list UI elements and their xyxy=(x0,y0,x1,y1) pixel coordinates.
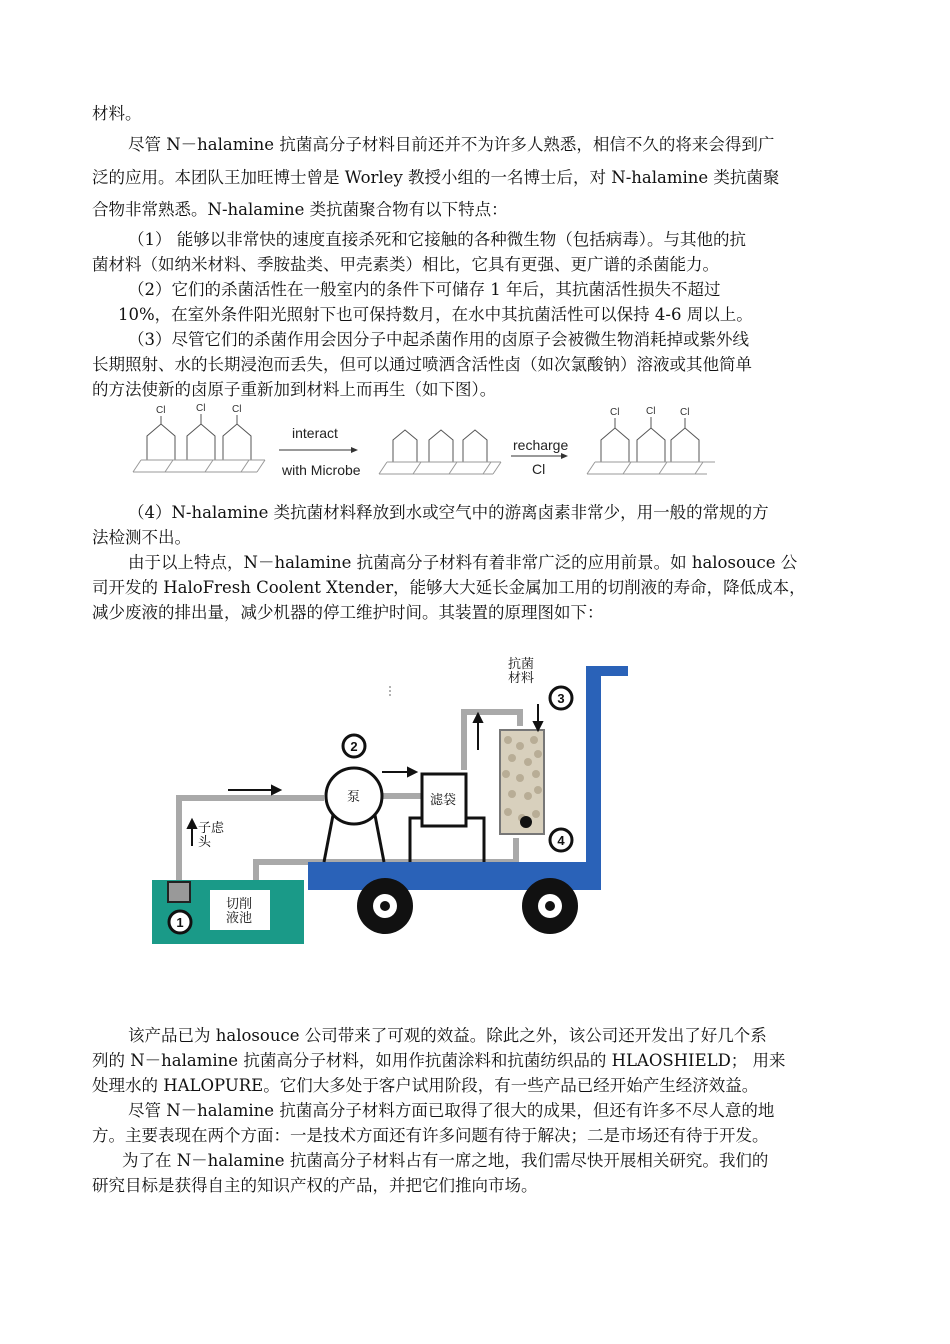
text-line: 减少废液的排出量，减少机器的停工维护时间。其装置的原理图如下： xyxy=(92,603,604,622)
text-line: 方。主要表现在两个方面：一是技术方面还有许多问题有待于解决；二是市场还有待于开发。 xyxy=(92,1126,769,1145)
text-line: 尽管 N－halamine 抗菌高分子材料方面已取得了很大的成果，但还有许多不尽人意的地 xyxy=(128,1101,775,1120)
filter-bag xyxy=(410,774,484,862)
marker-number: 1 xyxy=(176,915,184,930)
marker-number: 3 xyxy=(557,691,565,706)
text-line: （2）它们的杀菌活性在一般室内的条件下可储存 1 年后，其抗菌活性损失不超过 xyxy=(128,280,721,299)
paragraph-goals xyxy=(92,1148,862,1198)
wheel-icon xyxy=(522,878,578,934)
feature-point-3 xyxy=(92,327,862,402)
material-label: 抗菌 xyxy=(508,656,535,671)
text-line: 泛的应用。本团队王加旺博士曾是 Worley 教授小组的一名博士后，对 N-halamine 类抗菌聚 xyxy=(92,168,780,187)
arrow-label-top: recharge xyxy=(513,437,569,453)
device-schematic xyxy=(148,650,638,950)
text-line: 尽管 N－halamine 抗菌高分子材料目前还并不为许多人熟悉，相信不久的将来会得到广 xyxy=(128,135,775,154)
text-line: 列的 N－halamine 抗菌高分子材料，如用作抗菌涂料和抗菌纺织品的 HLAOSHIELD； 用来 xyxy=(92,1051,786,1070)
paragraph-challenges xyxy=(92,1098,862,1148)
strainer-label: 头 xyxy=(198,834,212,849)
strainer-label: 子虑 xyxy=(198,820,225,835)
text-line: 10%，在室外条件阳光照射下也可保持数月，在水中其抗菌活性可以保持 4-6 周以上。 xyxy=(118,305,753,324)
text-line: （4）N-halamine 类抗菌材料释放到水或空气中的游离卤素非常少，用一般的常规的方 xyxy=(128,503,769,522)
paragraph-products xyxy=(92,1023,862,1098)
text-line: 为了在 N－halamine 抗菌高分子材料占有一席之地，我们需尽快开展相关研究。我们的 xyxy=(122,1151,769,1170)
pump-label: 泵 xyxy=(347,789,361,804)
material-label: 材料 xyxy=(508,670,535,685)
text-line: 该产品已为 halosouce 公司带来了可观的效益。除此之外，该公司还开发出了好几个系 xyxy=(128,1026,767,1045)
text-line: 处理水的 HALOPURE。它们大多处于客户试用阶段，有一些产品已经开始产生经济效益。 xyxy=(92,1076,759,1095)
cl-label: Cl xyxy=(156,405,166,416)
feature-point-1 xyxy=(92,227,862,277)
paragraph-continuation xyxy=(92,101,862,126)
text-line: 材料。 xyxy=(92,104,142,123)
regeneration-scheme xyxy=(125,398,715,484)
text-line: 法检测不出。 xyxy=(92,528,191,547)
text-line: 菌材料（如纳米材料、季胺盐类、甲壳素类）相比，它具有更强、更广谱的杀菌能力。 xyxy=(92,255,719,274)
text-line: 由于以上特点，N－halamine 抗菌高分子材料有着非常广泛的应用前景。如 halosouce 公 xyxy=(128,553,798,572)
text-line: 合物非常熟悉。N-halamine 类抗菌聚合物有以下特点： xyxy=(92,200,508,219)
text-line: （1） 能够以非常快的速度直接杀死和它接触的各种微生物（包括病毒）。与其他的抗 xyxy=(128,230,746,249)
cl-label: Cl xyxy=(680,407,690,418)
arrow-label-top: interact xyxy=(292,425,338,441)
filter-bag-label: 滤袋 xyxy=(430,792,457,807)
text-line: 的方法使新的卤原子重新加到材料上而再生（如下图）。 xyxy=(92,380,497,399)
arrow-label-bottom: Cl xyxy=(532,461,546,477)
pump xyxy=(324,768,384,862)
arrow-label-bottom: with Microbe xyxy=(282,462,361,478)
cl-label: Cl xyxy=(232,404,242,415)
wheel-icon xyxy=(357,878,413,934)
paragraph-intro xyxy=(92,132,862,222)
tank-label: 液池 xyxy=(226,910,253,925)
antibacterial-column xyxy=(500,730,544,834)
marker-number: 4 xyxy=(557,833,565,848)
cl-label: Cl xyxy=(646,406,656,417)
paragraph-applications xyxy=(92,550,862,625)
text-line: 司开发的 HaloFresh Coolent Xtender，能够大大延长金属加工用的切削液的寿命，降低成本， xyxy=(92,578,806,597)
tank-label: 切削 xyxy=(226,896,253,911)
cl-label: Cl xyxy=(196,403,206,414)
feature-point-2 xyxy=(92,277,862,327)
text-line: 研究目标是获得自主的知识产权的产品，并把它们推向市场。 xyxy=(92,1176,538,1195)
marker-number: 2 xyxy=(350,739,358,754)
feature-point-4 xyxy=(92,500,862,550)
text-line: （3）尽管它们的杀菌作用会因分子中起杀菌作用的卤原子会被微生物消耗掉或紫外线 xyxy=(128,330,749,349)
text-line: 长期照射、水的长期浸泡而丢失，但可以通过喷洒含活性卤（如次氯酸钠）溶液或其他简单 xyxy=(92,355,752,374)
cl-label: Cl xyxy=(610,407,620,418)
